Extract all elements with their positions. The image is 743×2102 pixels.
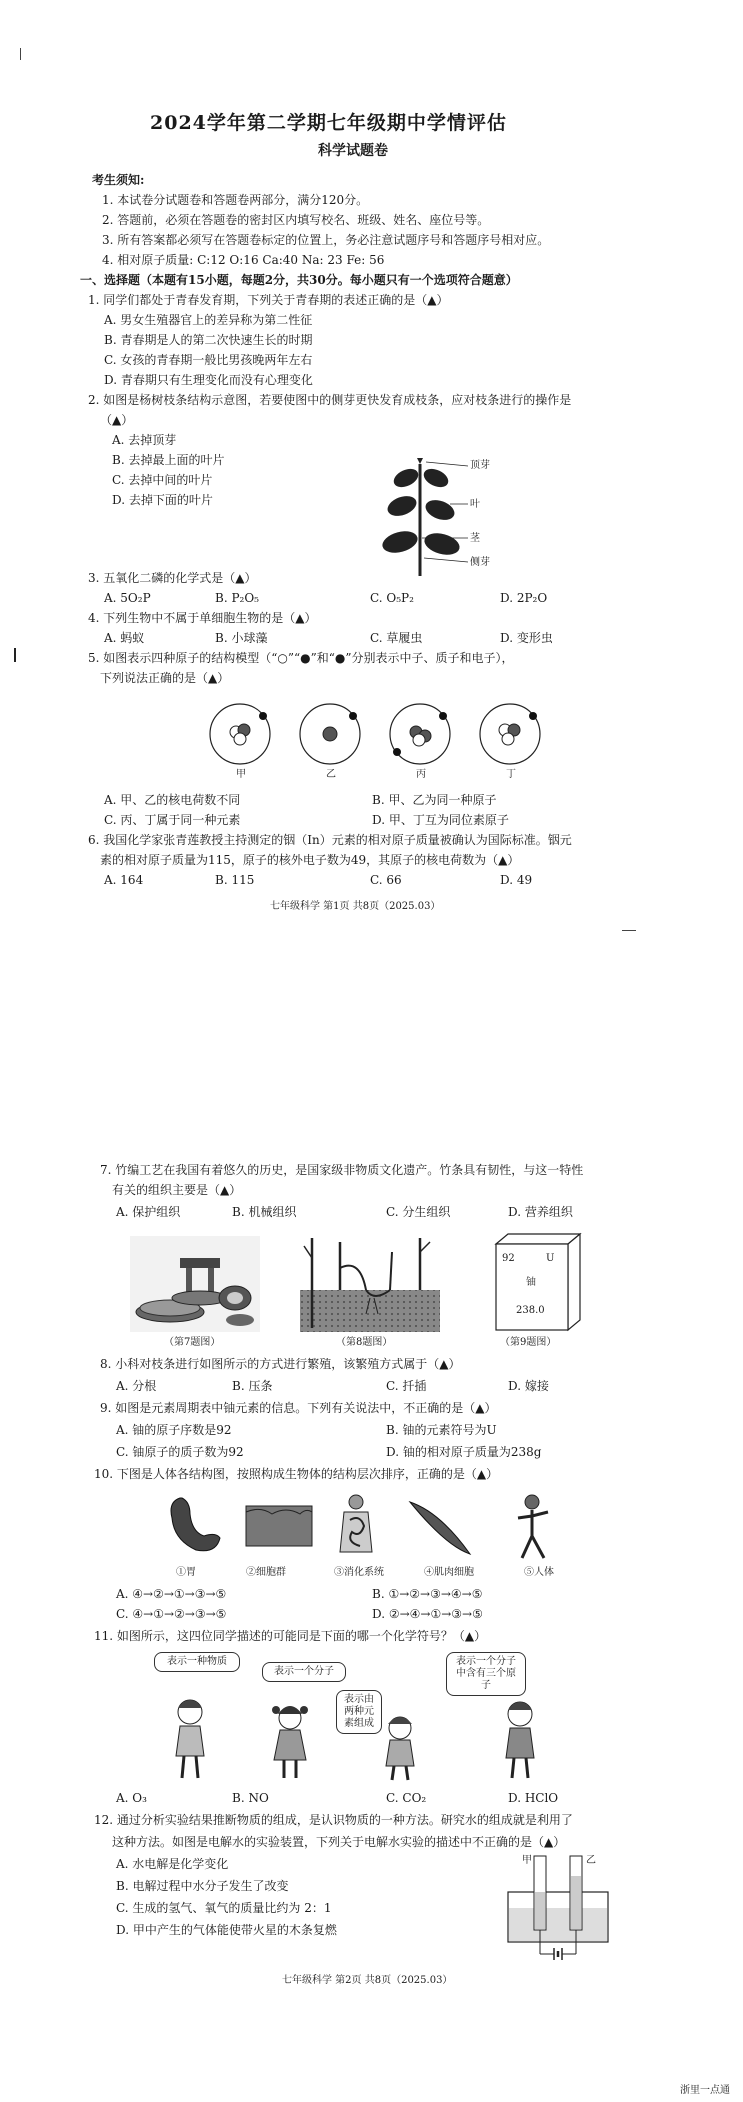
q1-option-c: C. 女孩的青春期一般比男孩晚两年左右: [104, 353, 313, 367]
q4-option-d: D. 变形虫: [500, 631, 553, 645]
q9-stem: 9. 如图是元素周期表中铀元素的信息。下列有关说法中，不正确的是（▲）: [100, 1401, 497, 1415]
q11-option-c: C. CO₂: [386, 1791, 427, 1805]
label-stomach: ①胃: [176, 1567, 196, 1578]
label-leaf: 叶: [470, 499, 480, 510]
q7-option-a: A. 保护组织: [116, 1205, 181, 1219]
q10-option-a: A. ④→②→①→③→⑤: [116, 1587, 227, 1601]
layering-figure: [300, 1228, 440, 1332]
page1-edge-mark: [622, 930, 636, 931]
label-digestive-system: ③消化系统: [334, 1567, 384, 1578]
atom-models: [200, 702, 560, 766]
q5-option-b: B. 甲、乙为同一种原子: [372, 793, 497, 807]
q7-option-b: B. 机械组织: [232, 1205, 297, 1219]
branch-illustration: [380, 458, 520, 578]
q11-option-a: A. O₃: [116, 1791, 147, 1805]
q3-option-c: C. O₅P₂: [370, 591, 414, 605]
q8-option-c: C. 扦插: [386, 1379, 427, 1393]
q12-stem-line1: 12. 通过分析实验结果推断物质的组成，是认识物质的一种方法。研究水的组成就是利用了: [94, 1813, 573, 1827]
tube-label-jia: 甲: [522, 1855, 532, 1866]
q5-option-c: C. 丙、丁属于同一种元素: [104, 813, 241, 827]
q3-option-d: D. 2P₂O: [500, 591, 548, 605]
q11-option-d: D. HClO: [508, 1791, 559, 1805]
notice-1: 1. 本试卷分试题卷和答题卷两部分，满分120分。: [102, 193, 369, 207]
q4-option-a: A. 蚂蚁: [104, 631, 145, 645]
uranium-cell-box: [488, 1232, 584, 1332]
label-muscle-cell: ④肌肉细胞: [424, 1567, 474, 1578]
q7-option-d: D. 营养组织: [508, 1205, 573, 1219]
atom-label-jia: 甲: [236, 769, 246, 780]
q3-stem: 3. 五氧化二磷的化学式是（▲）: [88, 571, 257, 585]
q10-option-c: C. ④→①→②→③→⑤: [116, 1607, 227, 1621]
q2-stem-line1: 2. 如图是杨树枝条结构示意图，若要使图中的侧芽更快发育成枝条，应对枝条进行的操作是: [88, 393, 572, 407]
q2-option-c: C. 去掉中间的叶片: [112, 473, 213, 487]
label-human-body: ⑤人体: [524, 1567, 554, 1578]
q3-option-b: B. P₂O₅: [215, 591, 259, 605]
atom-label-ding: 丁: [506, 769, 516, 780]
electrolysis-figure: [498, 1852, 618, 1962]
q1-option-b: B. 青春期是人的第二次快速生长的时期: [104, 333, 313, 347]
q8-option-d: D. 嫁接: [508, 1379, 549, 1393]
notice-2: 2. 答题前，必须在答题卷的密封区内填写校名、班级、姓名、座位号等。: [102, 213, 490, 227]
label-stem: 茎: [470, 533, 480, 544]
q2-stem-line2: （▲）: [100, 413, 134, 427]
q11-stem: 11. 如图所示，这四位同学描述的可能同是下面的哪一个化学符号？（▲）: [94, 1629, 487, 1643]
q5-option-a: A. 甲、乙的核电荷数不同: [104, 793, 241, 807]
q6-option-a: A. 164: [104, 873, 144, 887]
q12-option-c: C. 生成的氢气、氧气的质量比约为 2：1: [116, 1901, 332, 1915]
q8-option-a: A. 分根: [116, 1379, 157, 1393]
q10-stem: 10. 下图是人体各结构图，按照构成生物体的结构层次排序，正确的是（▲）: [94, 1467, 499, 1481]
fig9-caption: （第9题图）: [500, 1337, 557, 1348]
bamboo-craft-figure: [130, 1236, 260, 1332]
q7-stem-line2: 有关的组织主要是（▲）: [112, 1183, 242, 1197]
page1-footer: 七年级科学 第1页 共8页（2025.03）: [270, 901, 441, 912]
bubble-one-substance: 表示一种物质: [154, 1652, 240, 1672]
margin-mark: [14, 648, 16, 662]
layering-illustration: [300, 1228, 440, 1332]
electrolysis-apparatus: [498, 1852, 618, 1962]
q4-stem: 4. 下列生物中不属于单细胞生物的是（▲）: [88, 611, 317, 625]
label-cell-group: ②细胞群: [246, 1567, 286, 1578]
q9-option-a: A. 铀的原子序数是92: [116, 1423, 232, 1437]
q1-stem: 1. 同学们都处于青春发育期，下列关于青春期的表述正确的是（▲）: [88, 293, 449, 307]
q1-option-d: D. 青春期只有生理变化而没有心理变化: [104, 373, 313, 387]
tube-label-yi: 乙: [586, 1855, 596, 1866]
q3-option-a: A. 5O₂P: [104, 591, 151, 605]
q11-option-b: B. NO: [232, 1791, 269, 1805]
branch-figure: [380, 458, 520, 578]
q7-option-c: C. 分生组织: [386, 1205, 451, 1219]
q1-option-a: A. 男女生殖器官上的差异称为第二性征: [104, 313, 313, 327]
body-structure-figure: [160, 1492, 580, 1564]
fig7-caption: （第7题图）: [164, 1337, 221, 1348]
bubble-two-elements: 表示由两种元素组成: [336, 1690, 382, 1734]
q9-option-c: C. 铀原子的质子数为92: [116, 1445, 244, 1459]
q4-option-c: C. 草履虫: [370, 631, 423, 645]
page-title: 2024学年第二学期七年级期中学情评估: [150, 112, 507, 134]
q5-stem-line2: 下列说法正确的是（▲）: [100, 671, 230, 685]
q5-option-d: D. 甲、丁互为同位素原子: [372, 813, 509, 827]
q6-option-b: B. 115: [215, 873, 255, 887]
q9-option-d: D. 铀的相对原子质量为238g: [386, 1445, 542, 1459]
atom-label-bing: 丙: [416, 769, 426, 780]
notice-3: 3. 所有答案都必须写在答题卷标定的位置上，务必注意试题序号和答题序号相对应。: [102, 233, 550, 247]
q12-option-d: D. 甲中产生的气体能使带火星的木条复燃: [116, 1923, 337, 1937]
bamboo-craft-image: [130, 1236, 260, 1332]
q8-stem: 8. 小科对枝条进行如图所示的方式进行繁殖，该繁殖方式属于（▲）: [100, 1357, 461, 1371]
q6-stem-line2: 素的相对原子质量为115，原子的核外电子数为49，其原子的核电荷数为（▲）: [100, 853, 520, 867]
bubble-one-molecule: 表示一个分子: [262, 1662, 346, 1682]
q6-option-c: C. 66: [370, 873, 402, 887]
q5-stem-line1: 5. 如图表示四种原子的结构模型（“○”“●”和“●”分别表示中子、质子和电子），: [88, 651, 514, 665]
atomic-number: 92: [502, 1253, 515, 1264]
q2-option-a: A. 去掉顶芽: [112, 433, 177, 447]
atomic-mass: 238.0: [516, 1305, 545, 1316]
q6-option-d: D. 49: [500, 873, 533, 887]
students-figure: [150, 1652, 570, 1782]
q12-option-b: B. 电解过程中水分子发生了改变: [116, 1879, 289, 1893]
bubble-three-atoms: 表示一个分子中含有三个原子: [446, 1652, 526, 1696]
uranium-cell-figure: [488, 1232, 584, 1332]
q12-option-a: A. 水电解是化学变化: [116, 1857, 229, 1871]
q7-stem-line1: 7. 竹编工艺在我国有着悠久的历史，是国家级非物质文化遗产。竹条具有韧性，与这一特性: [100, 1163, 584, 1177]
label-lateral-bud: 侧芽: [470, 557, 490, 568]
label-terminal-bud: 顶芽: [470, 460, 490, 471]
watermark: 浙里一点通: [680, 2085, 730, 2096]
q2-option-d: D. 去掉下面的叶片: [112, 493, 213, 507]
q6-stem-line1: 6. 我国化学家张青莲教授主持测定的铟（In）元素的相对原子质量被确认为国际标准。铟元: [88, 833, 572, 847]
margin-mark-top: [20, 48, 21, 60]
element-symbol: U: [546, 1253, 555, 1264]
notice-heading: 考生须知:: [92, 173, 145, 187]
atom-models-figure: [200, 702, 560, 782]
body-structure-illustrations: [160, 1492, 580, 1564]
q10-option-d: D. ②→④→①→③→⑤: [372, 1607, 483, 1621]
notice-4: 4. 相对原子质量: C:12 O:16 Ca:40 Na: 23 Fe: 56: [102, 253, 385, 267]
element-name: 铀: [526, 1277, 536, 1288]
q10-option-b: B. ①→②→③→④→⑤: [372, 1587, 483, 1601]
q8-option-b: B. 压条: [232, 1379, 273, 1393]
q12-stem-line2: 这种方法。如图是电解水的实验装置，下列关于电解水实验的描述中不正确的是（▲）: [112, 1835, 566, 1849]
q2-option-b: B. 去掉最上面的叶片: [112, 453, 225, 467]
page2-footer: 七年级科学 第2页 共8页（2025.03）: [282, 1975, 453, 1986]
fig8-caption: （第8题图）: [336, 1337, 393, 1348]
atom-label-yi: 乙: [326, 769, 336, 780]
section-heading: 一、选择题（本题有15小题，每题2分，共30分。每小题只有一个选项符合题意）: [80, 273, 518, 287]
page-subtitle: 科学试题卷: [318, 143, 388, 159]
q9-option-b: B. 铀的元素符号为U: [386, 1423, 497, 1437]
q4-option-b: B. 小球藻: [215, 631, 268, 645]
